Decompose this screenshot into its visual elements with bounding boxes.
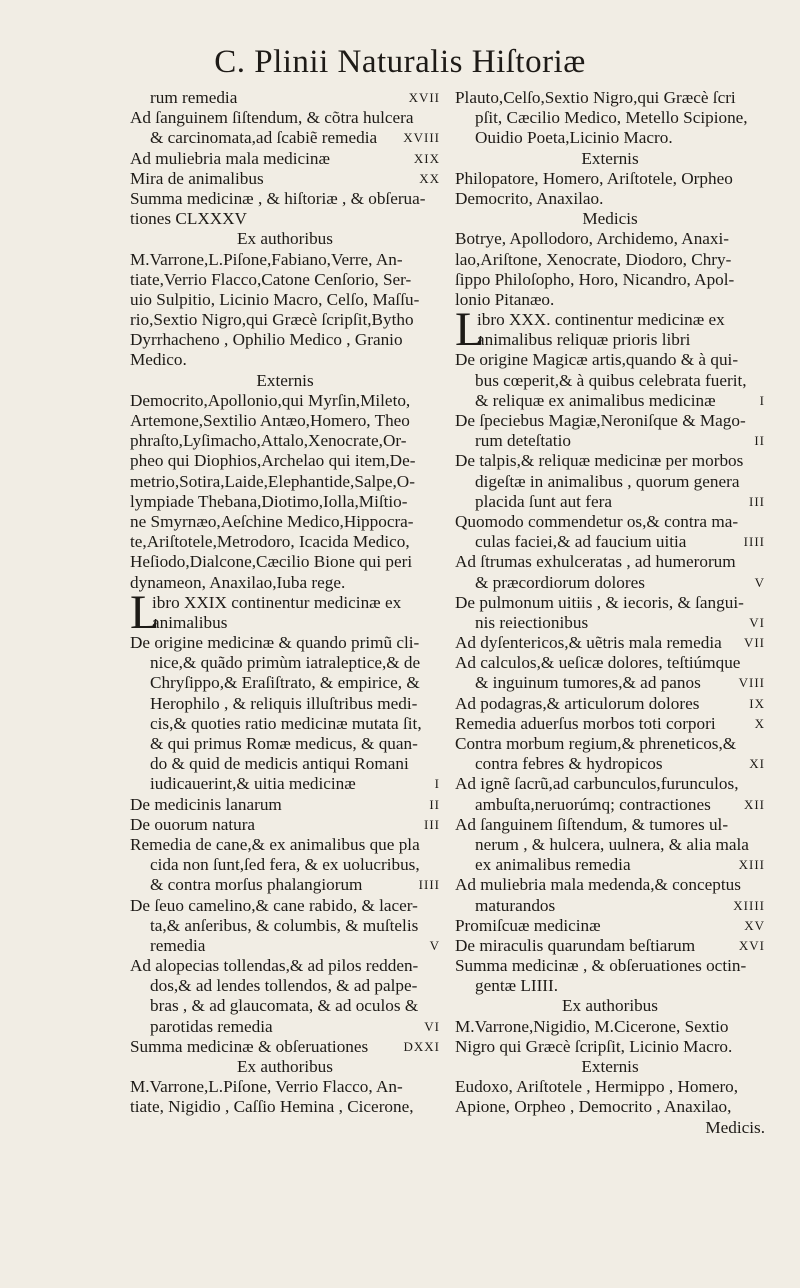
text-line: nice,& quãdo primùm iatraleptice,& de: [150, 653, 421, 673]
entry-text: rum deteſtatio: [475, 431, 571, 451]
text-line: rio,Sextio Nigro,qui Græcè ſcripſit,Bytho: [130, 310, 414, 330]
text-line: Ex authoribus: [237, 229, 333, 249]
chapter-number: XVII: [408, 90, 440, 105]
entry-text: nis reiectionibus: [475, 612, 589, 632]
text-line: Ad alopecias tollendas,& ad pilos redden-: [130, 956, 419, 976]
text-line: ta,& anſeribus, & columbis, & muſtelis: [150, 915, 419, 935]
text-line: lympiade Thebana,Diotimo,Iolla,Miſtio-: [130, 491, 408, 511]
text-line: [130, 875, 440, 895]
chapter-number: XVIII: [403, 130, 440, 146]
text-line: Democrito,Apollonio,qui Myrſin,Mileto,: [130, 390, 411, 410]
text-line: De origine Magicæ artis,quando & à qui-: [455, 350, 739, 370]
text-line: do & quid de medicis antiqui Romani: [150, 754, 409, 774]
chapter-number: III: [424, 816, 440, 832]
entry-text: Ad muliebria mala medicinæ: [130, 148, 330, 168]
text-line: Philopatore, Homero, Ariſtotele, Orpheo: [455, 168, 733, 188]
entry-text: rum remedia: [150, 88, 238, 107]
text-line: Ex authoribus: [237, 1057, 333, 1076]
chapter-number: IIII: [418, 877, 440, 893]
text-line: tiate,Verrio Flacco,Catone Cenſorio, Ser-: [130, 269, 412, 289]
text-line: [130, 88, 440, 108]
chapter-number: DXXI: [403, 1038, 440, 1054]
text-line: [455, 431, 765, 451]
text-line: Ad ſanguinem ſiſtendum, & cõtra hulcera: [130, 108, 414, 128]
text-line: Nigro qui Græcè ſcripſit, Licinio Macro.: [455, 1036, 733, 1056]
text-line: De ſeuo camelino,& cane rabido, & lacer-: [130, 895, 418, 915]
text-line: M.Varrone,L.Piſone, Verrio Flacco, An-: [130, 1077, 403, 1097]
chapter-number: VIII: [738, 675, 765, 691]
chapter-number: XI: [749, 756, 765, 772]
text-line: [455, 896, 765, 916]
entry-text: & carcinomata,ad ſcabiẽ remedia: [150, 128, 378, 148]
text-line: Chryſippo,& Eraſiſtrato, & empirice, &: [150, 673, 420, 693]
text-line: Externis: [256, 370, 314, 390]
entry-text: remedia: [150, 935, 206, 955]
text-line: phraſto,Lyſimacho,Attalo,Xenocrate,Or-: [130, 431, 407, 451]
text-line: [455, 532, 765, 552]
chapter-number: II: [429, 796, 440, 812]
entry-text: placida ſunt aut fera: [475, 491, 612, 511]
text-line: Remedia de cane,& ex animalibus que pla: [130, 834, 420, 854]
entry-text: De medicinis lanarum: [130, 794, 282, 814]
text-line: gentæ LIIII.: [475, 976, 559, 996]
entry-text: De miraculis quarundam beſtiarum: [455, 935, 696, 955]
text-line: Externis: [581, 1057, 639, 1076]
right-drop-paragraph: [455, 303, 765, 357]
text-line: Herophilo , & reliquis illuſtribus medi-: [150, 693, 418, 713]
text-line: Dyrrhacheno , Ophilio Medico , Granio: [130, 330, 403, 350]
chapter-number: I: [434, 776, 440, 792]
chapter-number: VII: [743, 635, 765, 651]
text-line: tiones CLXXXV: [130, 209, 247, 229]
entry-text: & inguinum tumores,& ad panos: [475, 673, 701, 693]
entry-text: & præcordiorum dolores: [475, 572, 645, 592]
text-line: bus cœperit,& à quibus celebrata fuerit,: [475, 370, 747, 390]
text-line: [455, 916, 765, 936]
text-line: [130, 1017, 440, 1037]
entry-text: maturandos: [475, 895, 556, 915]
text-line: [130, 1037, 440, 1057]
text-line: [455, 391, 765, 411]
chapter-number: XX: [419, 170, 440, 186]
text-line: De origine medicinæ & quando primũ cli-: [130, 633, 420, 653]
text-line: ibro XXIX continentur medicinæ ex: [152, 592, 402, 612]
text-line: Ouidio Poeta,Licinio Macro.: [475, 128, 673, 148]
entry-text: De ouorum natura: [130, 814, 256, 834]
text-line: bras , & ad glaucomata, & ad oculos &: [150, 996, 419, 1016]
text-line: lonio Pitanæo.: [455, 289, 555, 309]
chapter-number: XIIII: [733, 897, 765, 913]
text-line: digeſtæ in animalibus , quorum genera: [475, 471, 740, 491]
text-line: Botrye, Apollodoro, Archidemo, Anaxi-: [455, 229, 730, 249]
text-line: Democrito, Anaxilao.: [455, 188, 604, 208]
entry-text: parotidas remedia: [150, 1016, 273, 1036]
text-line: [130, 149, 440, 169]
text-line: ne Smyrnæo,Aeſchine Medico,Hippocra-: [130, 511, 414, 531]
text-line: [130, 815, 440, 835]
text-line: pheo qui Diophios,Archelao qui item,De-: [130, 451, 416, 471]
text-line: cida non ſunt,ſed fera, & ex uolucribus,: [150, 855, 420, 875]
chapter-number: XIII: [738, 857, 765, 873]
text-line: [455, 673, 765, 693]
drop-cap: L: [455, 303, 485, 357]
text-line: Medicis: [582, 209, 638, 229]
text-line: tiate, Nigidio , Caſſio Hemina , Cicerone,: [130, 1097, 414, 1117]
text-line: Plauto,Celſo,Sextio Nigro,qui Græcè ſcri: [455, 88, 736, 107]
text-line: [455, 633, 765, 653]
text-line: Ad ſtrumas exhulceratas , ad humerorum: [455, 552, 736, 572]
chapter-number: I: [759, 392, 765, 408]
text-line: cis,& quoties ratio medicinæ mutata ſit,: [150, 713, 422, 733]
running-head: C. Plinii Naturalis Hiſtoriæ: [214, 44, 586, 80]
text-line: Medico.: [130, 350, 187, 370]
chapter-number: V: [754, 574, 765, 590]
text-line: dos,& ad lendes tollendos, & ad palpe-: [150, 976, 418, 996]
text-line: [455, 855, 765, 875]
text-line: Ad muliebria mala medenda,& conceptus: [455, 875, 741, 895]
text-line: animalibus: [152, 612, 228, 632]
text-line: [455, 936, 765, 956]
text-line: uio Sulpitio, Licinio Macro, Celſo, Maſſu-: [130, 289, 420, 309]
text-line: Ex authoribus: [562, 996, 658, 1016]
text-line: [455, 714, 765, 734]
text-line: Artemone,Sextilio Antæo,Homero, Theo: [130, 411, 410, 430]
text-line: [130, 936, 440, 956]
text-line: [455, 573, 765, 593]
entry-text: Ad podagras,& articulorum dolores: [455, 693, 700, 713]
text-line: lao,Ariſtone, Xenocrate, Diodoro, Chry-: [455, 249, 732, 269]
text-line: [130, 795, 440, 815]
entry-text: culas faciei,& ad faucium uitia: [475, 532, 687, 552]
entry-text: ambuſta,neruorúmq; contractiones: [475, 794, 711, 814]
entry-text: Promiſcuæ medicinæ: [455, 915, 601, 935]
text-line: ibro XXX. continentur medicinæ ex: [477, 310, 725, 330]
text-line: Summa medicinæ , & hiſtoriæ , & obſerua-: [130, 188, 426, 208]
text-line: dynameon, Anaxilao,Iuba rege.: [130, 572, 346, 592]
entry-text: ex animalibus remedia: [475, 855, 631, 875]
entry-text: Summa medicinæ & obſeruationes: [130, 1036, 369, 1056]
entry-text: Remedia aduerſus morbos toti corpori: [455, 713, 716, 733]
text-line: Ad calculos,& ueſicæ dolores, teſtiúmque: [455, 653, 741, 673]
entry-text: Mira de animalibus: [130, 168, 264, 188]
text-line: metrio,Sotira,Laide,Elephantide,Salpe,O-: [130, 471, 415, 491]
left-column: [130, 88, 440, 1118]
text-line: [455, 492, 765, 512]
text-line: Apione, Orpheo , Democrito , Anaxilao,: [455, 1097, 732, 1117]
text-line: ſippo Philoſopho, Horo, Nicandro, Apol-: [455, 269, 735, 289]
text-line: M.Varrone,Nigidio, M.Cicerone, Sextio: [455, 1016, 729, 1036]
chapter-number: XV: [744, 917, 765, 933]
chapter-number: IIII: [743, 534, 765, 550]
entry-text: & contra morſus phalangiorum: [150, 875, 363, 895]
text-line: De pulmonum uitiis , & iecoris, & ſangui-: [455, 592, 744, 612]
chapter-number: XVI: [738, 937, 765, 953]
text-line: M.Varrone,L.Piſone,Fabiano,Verre, An-: [130, 249, 403, 269]
text-line: Ad ignẽ ſacrũ,ad carbunculos,furunculos,: [455, 774, 739, 794]
text-line: Medicis.: [705, 1117, 765, 1137]
entry-text: Ad dyſentericos,& uẽtris mala remedia: [455, 633, 722, 653]
text-line: [130, 774, 440, 794]
chapter-number: IX: [749, 695, 765, 711]
text-line: Ad ſanguinem ſiſtendum, & tumores ul-: [455, 814, 729, 834]
chapter-number: VI: [749, 614, 765, 630]
drop-cap: L: [130, 585, 160, 639]
chapter-number: XIX: [413, 150, 440, 166]
text-line: Contra morbum regium,& phreneticos,&: [455, 734, 737, 753]
text-line: [455, 795, 765, 815]
entry-text: iudicauerint,& uitia medicinæ: [150, 774, 356, 794]
chapter-number: VI: [424, 1018, 440, 1034]
text-line: animalibus reliquæ prioris libri: [477, 330, 691, 350]
chapter-number: V: [429, 937, 440, 953]
text-line: te,Ariſtotele,Metrodoro, Icacida Medico,: [130, 532, 410, 552]
chapter-number: XII: [743, 796, 765, 812]
text-line: Summa medicinæ , & obſeruationes octin-: [455, 956, 747, 976]
text-line: [130, 169, 440, 189]
text-line: Quomodo commendetur os,& contra ma-: [455, 511, 739, 531]
text-line: Externis: [581, 148, 639, 168]
chapter-number: X: [754, 715, 765, 731]
text-line: nerum , & hulcera, uulnera, & alia mala: [475, 834, 749, 854]
text-line: pſit, Cæcilio Medico, Metello Scipione,: [475, 108, 748, 128]
text-line: Heſiodo,Dialcone,Cæcilio Bione qui peri: [130, 552, 413, 572]
right-column: [455, 88, 765, 1138]
chapter-number: II: [754, 433, 765, 449]
text-line: De ſpeciebus Magiæ,Neroniſque & Mago-: [455, 411, 746, 430]
entry-text: contra febres & hydropicos: [475, 754, 663, 774]
text-line: De talpis,& reliquæ medicinæ per morbos: [455, 451, 744, 471]
entry-text: & reliquæ ex animalibus medicinæ: [475, 390, 716, 410]
left-drop-paragraph: [130, 585, 440, 639]
text-line: & qui primus Romæ medicus, & quan-: [150, 734, 418, 753]
text-line: Eudoxo, Ariſtotele , Hermippo , Homero,: [455, 1077, 739, 1097]
text-line: [455, 694, 765, 714]
text-line: [455, 613, 765, 633]
text-line: [455, 754, 765, 774]
chapter-number: III: [749, 493, 765, 509]
text-line: [130, 128, 440, 148]
